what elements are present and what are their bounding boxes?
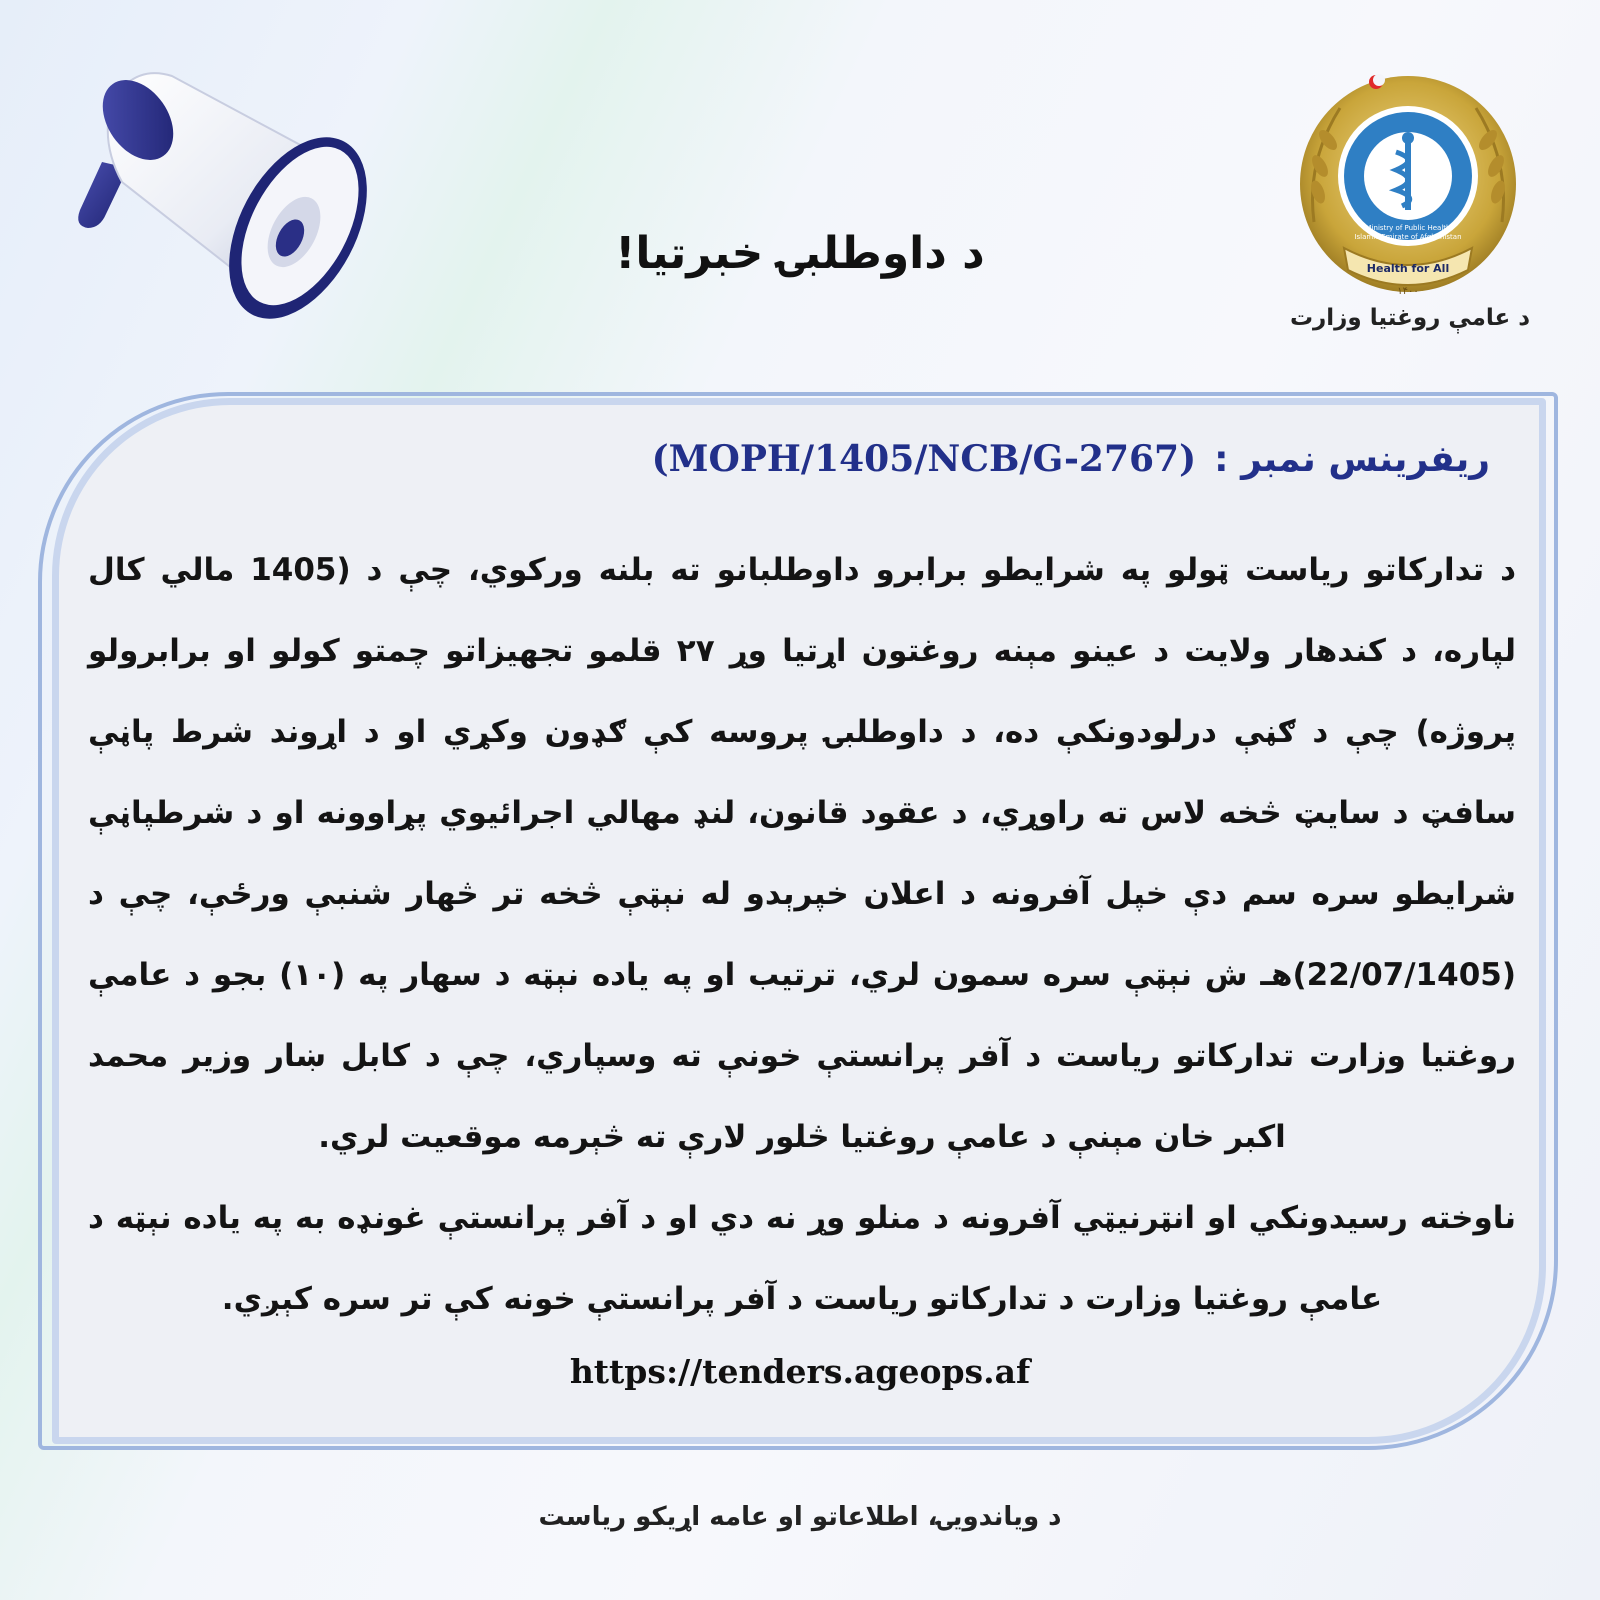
emblem-text-2: Islamic Emirate of Afghanistan <box>1354 233 1462 241</box>
emblem-year: ۱۴۰۰ <box>1397 286 1419 297</box>
reference-label: ریفرینس نمبر : <box>1214 439 1490 480</box>
reference-row <box>634 438 1490 480</box>
emblem-text-1: Ministry of Public Health <box>1365 224 1451 232</box>
page-title: د داوطلبۍ خبرتیا! <box>615 228 985 279</box>
notice-body <box>88 530 1516 1340</box>
footer-text: د ویاندویۍ، اطلاعاتو او عامه اړیکو ریاست <box>538 1502 1062 1532</box>
reference-number: (MOPH/1405/NCB/G-2767) <box>651 438 1197 480</box>
tenders-link[interactable]: https://tenders.ageops.af <box>569 1352 1031 1391</box>
ministry-emblem-icon <box>1292 72 1524 304</box>
ministry-caption: د عامې روغتیا وزارت <box>1289 305 1531 331</box>
notice-paragraph-2: ناوخته رسیدونکي او انټرنیټي آفرونه د منلو وړ نه دي او د آفر پرانستې غونډه به په یاده نېټه د عامې روغتیا وزارت د تدارکاتو ریاست د آفر پرانستې خونه کې تر سره کېږي. <box>88 1200 1516 1317</box>
megaphone-icon <box>62 42 382 332</box>
emblem-motto: Health for All <box>1366 262 1450 275</box>
notice-paragraph-1: د تدارکاتو ریاست ټولو په شرایطو برابرو داوطلبانو ته بلنه ورکوي، چې د (1405 مالي کال لپاره، د کندهار ولایت د عینو مېنه روغتون اړتیا وړ ۲۷ قلمو تجهیزاتو چمتو کولو او برابرولو پروژه) چې د ګڼې درلودونکې ده، د داوطلبۍ پروسه کې ګډون وکړي او د اړوند شرط پاڼې سافټ د سایټ څخه لاس ته راوړي، د عقود قانون، لنډ مهالي اجرائیوي پړاوونه او د شرطپاڼې شرایطو سره سم دې خپل آفرونه د اعلان خپرېدو له نېټې څخه تر څهار شنبې ورځې، چې د (22/07/1405)هـ ش نېټې سره سمون لري، ترتیب او په یاده نېټه د سهار په (۱۰) بجو د عامې روغتیا وزارت تدارکاتو ریاست د آفر پرانستې خونې ته وسپاري، چې د کابل ښار وزیر محمد اکبر خان مېنې د عامې روغتیا څلور لارې ته څېرمه موقعیت لري. <box>88 552 1517 1155</box>
